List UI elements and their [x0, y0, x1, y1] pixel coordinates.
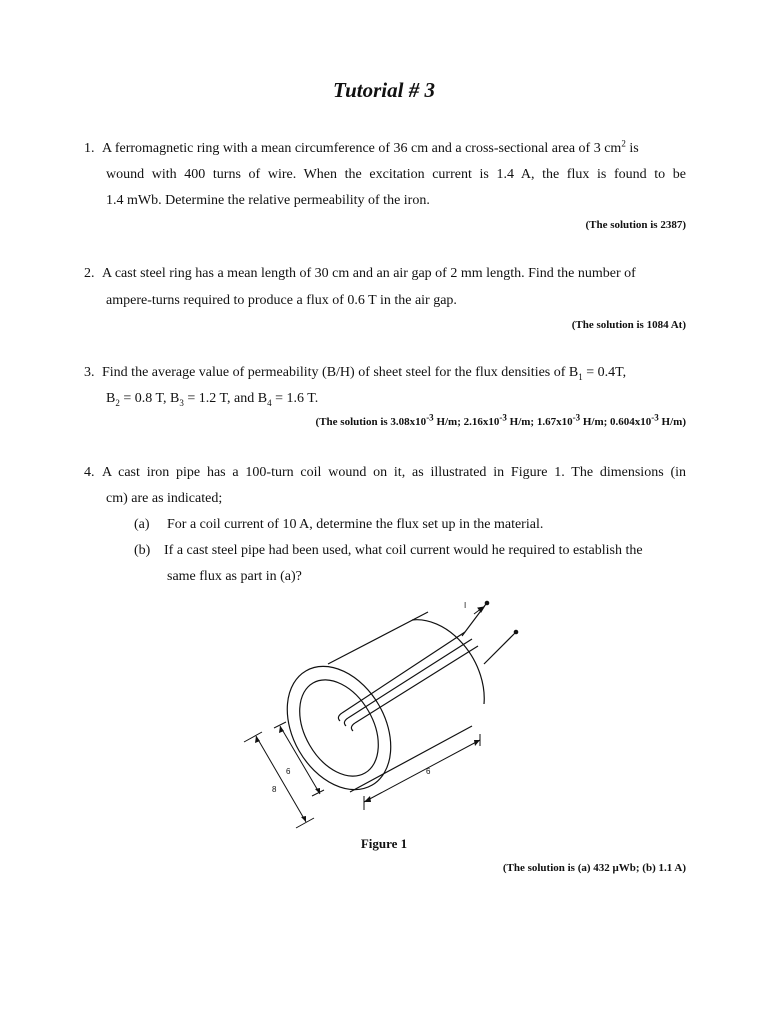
solution-note: (The solution is (a) 432 μWb; (b) 1.1 A) [502, 862, 686, 874]
solution-note: (The solution is $3.08x10^{-3}$ H/m; $2.16x10^{-3}$ H/m; $1.67x10^{-3}$ H/m; $0.604x10^{-3}$ H/m) [315, 412, 686, 428]
coil-curl [351, 723, 355, 731]
terminal-dot [485, 601, 490, 606]
figure-caption: Figure 1 [360, 836, 408, 851]
coil-curl [344, 718, 348, 726]
part-label: (a) [134, 517, 150, 532]
problem-text-line: A ferromagnetic ring with a mean circumference of 36 cm and a cross-sectional area of 3 $cm^2$ is [102, 138, 639, 156]
coil-curl [338, 713, 342, 721]
dim-outer-label: 8 [272, 785, 277, 794]
problem-text-line: A cast iron pipe has a 100-turn coil wound on it, as illustrated in Figure 1. The dimensions (in [102, 465, 686, 480]
coil-wire [348, 639, 472, 718]
problem-text-line: $B_2 = 0.8$ T, $B_3 = 1.2$ T, and $B_4 = 1.6$ T. [106, 391, 319, 408]
terminal-dot [514, 630, 519, 635]
dim-line-length [364, 740, 480, 802]
dim-inner-label: 6 [286, 767, 291, 776]
problem-number: 4. [84, 465, 95, 480]
problem-text-line: ampere-turns required to produce a flux of 0.6 T in the air gap. [106, 293, 457, 308]
figure-1-diagram [240, 596, 530, 832]
problem-text-line: A cast steel ring has a mean length of 30 cm and an air gap of 2 mm length. Find the number of [102, 266, 636, 281]
dim-length-label: 6 [426, 767, 431, 776]
part-a-text: For a coil current of 10 A, determine the flux set up in the material. [167, 517, 544, 532]
problem-text-line: cm) are as indicated; [106, 491, 223, 506]
part-b-text: same flux as part in (a)? [167, 569, 302, 584]
problem-number: 2. [84, 266, 95, 281]
problem-number: 3. [84, 365, 95, 380]
dim-line-inner [280, 726, 320, 794]
solution-note: (The solution is 2387) [585, 219, 686, 231]
cylinder-top-edge [328, 612, 428, 664]
coil-lead [484, 632, 516, 664]
page-title: Tutorial # 3 [333, 78, 435, 102]
part-b-text: If a cast steel pipe had been used, what coil current would he required to establish the [164, 543, 643, 558]
solution-note: (The solution is 1084 At) [571, 319, 686, 331]
coil-wire [355, 646, 478, 723]
coil-wire [342, 632, 465, 713]
part-label: (b) [134, 543, 151, 558]
cylinder-front-outer [266, 648, 412, 808]
problem-text-line: Find the average value of permeability (B/H) of sheet steel for the flux densities of $B_1 = 0.4T$, [102, 365, 627, 382]
problem-text-line: 1.4 mWb. Determine the relative permeability of the iron. [106, 193, 430, 208]
problem-number: 1. [84, 141, 95, 156]
current-label: I [464, 601, 467, 610]
problem-text-line: wound with 400 turns of wire. When the excitation current is 1.4 A, the flux is found to be [106, 167, 686, 182]
part-a [134, 517, 150, 533]
cylinder-front-inner [284, 666, 395, 790]
cylinder-bottom-edge [350, 726, 472, 792]
part-b [134, 543, 150, 559]
cylinder-back-edge [412, 620, 484, 704]
